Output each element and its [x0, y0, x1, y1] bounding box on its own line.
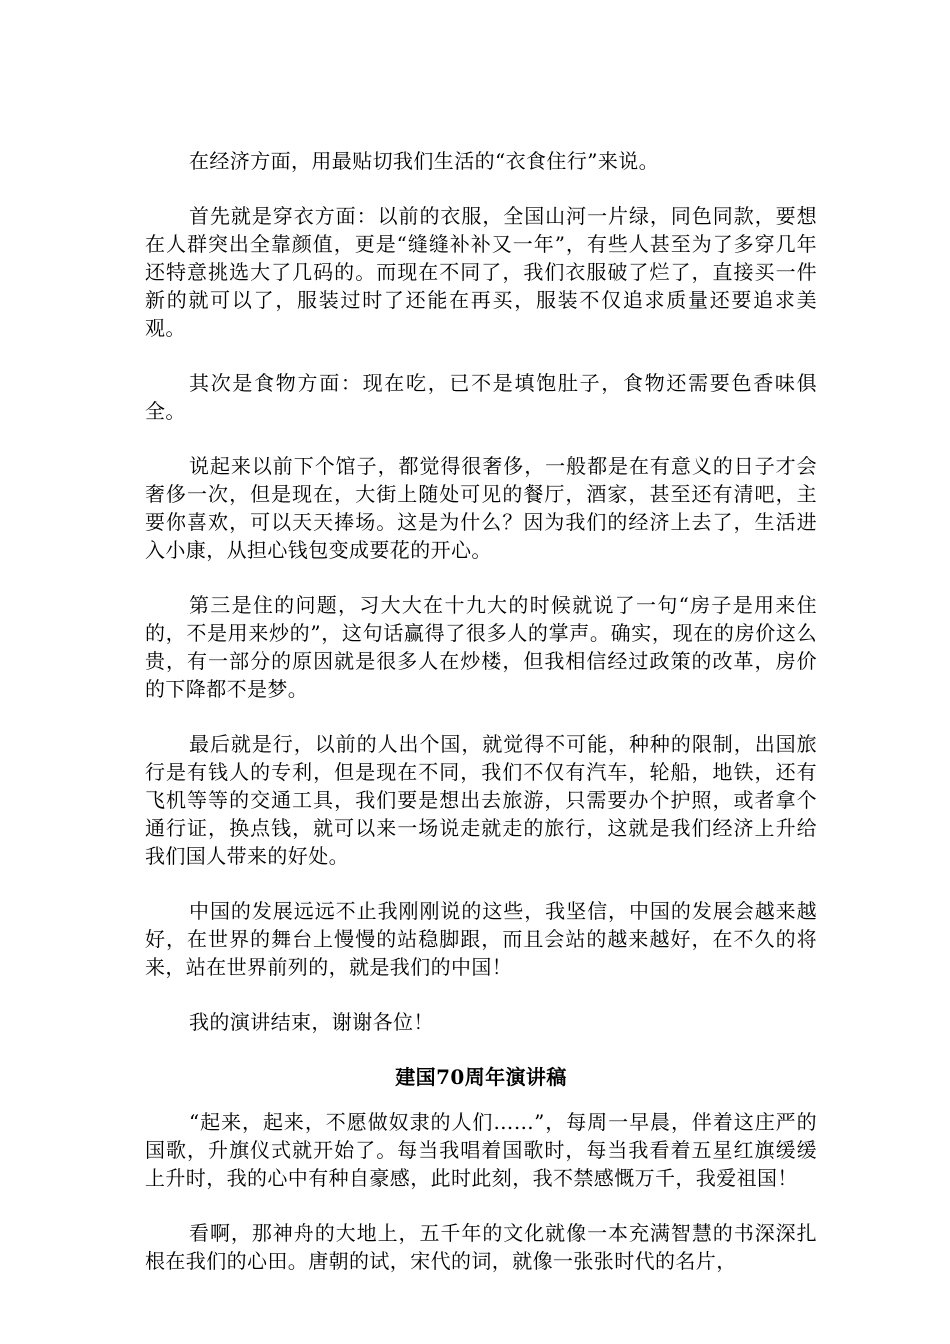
speech-title: 建国70周年演讲稿 [395, 1065, 567, 1089]
paragraph-food: 其次是食物方面：现在吃，已不是填饱肚子，食物还需要色香味俱全。 [145, 371, 817, 423]
paragraph-housing: 第三是住的问题，习大大在十九大的时候就说了一句“房子是用来住的，不是用来炒的”，这句话赢得了很多人的掌声。确实，现在的房价这么贵，有一部分的原因就是很多人在炒楼，但我相信经过政策的改革，房价的下降都不是梦。 [145, 593, 817, 701]
paragraph-clothing-food-housing-travel-intro: 在经济方面，用最贴切我们生活的“衣食住行”来说。 [189, 149, 660, 173]
paragraph-culture: 看啊，那神舟的大地上，五千年的文化就像一本充满智慧的书深深扎根在我们的心田。唐朝的试，宋代的词，就像一张张时代的名片， [145, 1221, 817, 1273]
paragraph-restaurants: 说起来以前下个馆子，都觉得很奢侈，一般都是在有意义的日子才会奢侈一次，但是现在，大街上随处可见的餐厅，酒家，甚至还有清吧，主要你喜欢，可以天天捧场。这是为什么？因为我们的经济上去了，生活进入小康，从担心钱包变成要花的开心。 [145, 454, 817, 562]
document-body [145, 147, 817, 1302]
paragraph-closing: 我的演讲结束，谢谢各位！ [189, 1010, 434, 1034]
paragraph-national-anthem: “起来，起来，不愿做奴隶的人们……”，每周一早晨，伴着这庄严的国歌，升旗仪式就开始了。每当我唱着国歌时，每当我看着五星红旗缓缓上升时，我的心中有种自豪感，此时此刻，我不禁感慨万千，我爱祖国！ [145, 1110, 817, 1190]
paragraph-travel: 最后就是行，以前的人出个国，就觉得不可能，种种的限制，出国旅行是有钱人的专利，但是现在不同，我们不仅有汽车，轮船，地铁，还有飞机等等的交通工具，我们要是想出去旅游，只需要办个护照，或者拿个通行证，换点钱，就可以来一场说走就走的旅行，这就是我们经济上升给我们国人带来的好处。 [145, 732, 817, 868]
paragraph-clothing: 首先就是穿衣方面：以前的衣服，全国山河一片绿，同色同款，要想在人群突出全靠颜值，更是“缝缝补补又一年”，有些人甚至为了多穿几年还特意挑选大了几码的。而现在不同了，我们衣服破了烂了，直接买一件新的就可以了，服装过时了还能在再买，服装不仅追求质量还要追求美观。 [145, 204, 817, 340]
paragraph-development: 中国的发展远远不止我刚刚说的这些，我坚信，中国的发展会越来越好，在世界的舞台上慢慢的站稳脚跟，而且会站的越来越好，在不久的将来，站在世界前列的，就是我们的中国！ [145, 899, 817, 979]
